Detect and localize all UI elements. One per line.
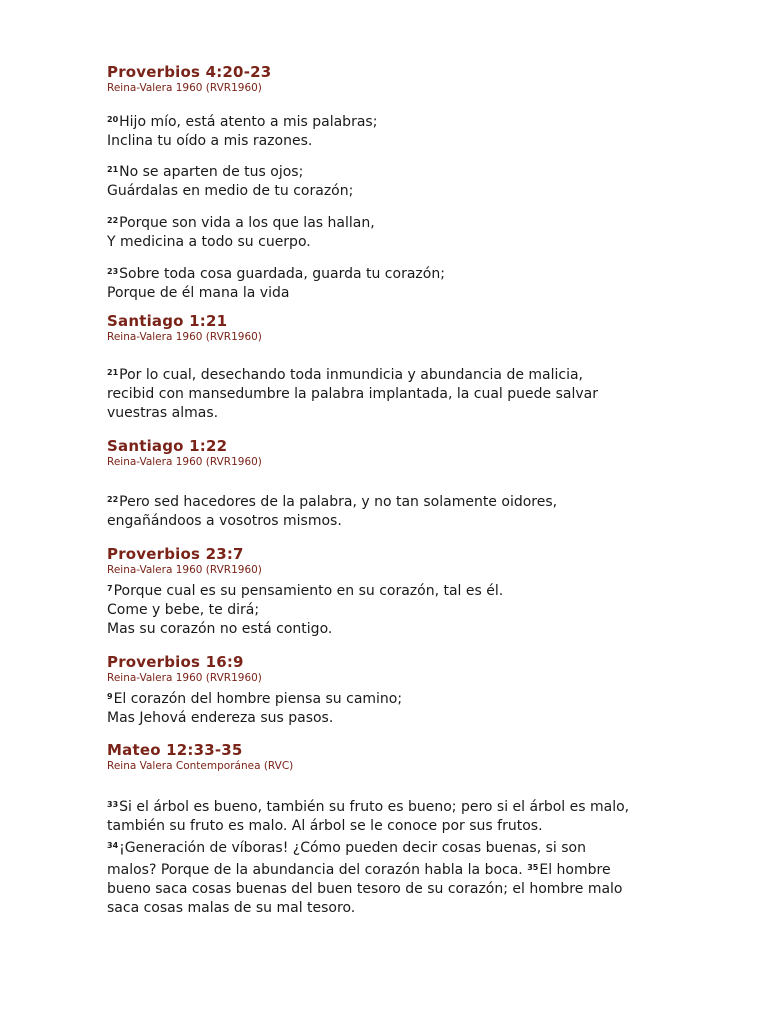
passage-reference: Proverbios 23:7: [107, 545, 244, 563]
verse-line: Inclina tu oído a mis razones.: [107, 133, 313, 149]
passage-proverbios-16-9: [107, 654, 667, 685]
verse-line: No se aparten de tus ojos;: [119, 164, 304, 180]
verse-number: 21: [107, 165, 119, 174]
verse-number: 23: [107, 267, 119, 276]
passage-version: Reina-Valera 1960 (RVR1960): [107, 82, 262, 94]
passage-reference: Proverbios 4:20-23: [107, 63, 272, 81]
verse-line: Y medicina a todo su cuerpo.: [107, 234, 311, 250]
verse-line: Come y bebe, te dirá;: [107, 602, 260, 618]
verse-line: Hijo mío, está atento a mis palabras;: [119, 114, 378, 130]
verse-santiago-22: [107, 490, 667, 531]
passage-reference: Proverbios 16:9: [107, 653, 244, 671]
verse-20: [107, 110, 667, 151]
verse-mateo-12-33-35: [107, 795, 635, 918]
verse-line: engañándoos a vosotros mismos.: [107, 513, 342, 529]
passage-version: Reina-Valera 1960 (RVR1960): [107, 564, 262, 576]
passage-reference: Santiago 1:21: [107, 312, 228, 330]
passage-mateo-12-33-35: [107, 742, 667, 773]
passage-proverbios-23-7: [107, 546, 667, 577]
verse-line: recibid con mansedumbre la palabra implantada, la cual puede salvar: [107, 386, 598, 402]
passage-version: Reina Valera Contemporánea (RVC): [107, 760, 294, 772]
verse-22: [107, 211, 667, 252]
verse-number: 22: [107, 495, 119, 504]
verse-23: [107, 262, 667, 303]
verse-text: El hombre bueno saca cosas buenas del buen tesoro de su corazón; el hombre malo saca cosas malas de su mal tesoro.: [107, 862, 623, 916]
verse-number: 33: [107, 800, 119, 809]
passage-reference: Mateo 12:33-35: [107, 741, 243, 759]
verse-number: 22: [107, 216, 119, 225]
verse-line: Mas Jehová endereza sus pasos.: [107, 710, 334, 726]
verse-santiago-21: [107, 363, 667, 423]
verse-line: Sobre toda cosa guardada, guarda tu corazón;: [119, 266, 445, 282]
passage-version: Reina-Valera 1960 (RVR1960): [107, 331, 262, 343]
verse-proverbios-16-9: [107, 687, 667, 728]
verse-line: vuestras almas.: [107, 405, 219, 421]
passage-santiago-1-22: [107, 438, 667, 469]
verse-line: Mas su corazón no está contigo.: [107, 621, 333, 637]
verse-text: Si el árbol es bueno, también su fruto es bueno; pero si el árbol es malo, también su fruto es malo. Al árbol se le conoce por sus frutos.: [107, 799, 630, 834]
passage-version: Reina-Valera 1960 (RVR1960): [107, 672, 262, 684]
verse-number: 7: [107, 584, 113, 593]
passage-proverbios-4-20-23: [107, 64, 667, 95]
verse-21: [107, 160, 667, 201]
verse-line: Porque cual es su pensamiento en su corazón, tal es él.: [113, 583, 504, 599]
verse-line: Por lo cual, desechando toda inmundicia y abundancia de malicia,: [119, 367, 584, 383]
verse-line: Porque de él mana la vida: [107, 285, 290, 301]
verse-proverbios-23-7: [107, 579, 667, 639]
verse-number: 21: [107, 368, 119, 377]
verse-line: Porque son vida a los que las hallan,: [119, 215, 375, 231]
passage-version: Reina-Valera 1960 (RVR1960): [107, 456, 262, 468]
verse-text: ¡Generación de víboras! ¿Cómo pueden decir cosas buenas, si son malos? Porque de la abundancia del corazón habla la boca.: [107, 840, 586, 878]
verse-number: 20: [107, 115, 119, 124]
verse-line: Pero sed hacedores de la palabra, y no tan solamente oidores,: [119, 494, 558, 510]
verse-line: El corazón del hombre piensa su camino;: [113, 691, 403, 707]
passage-santiago-1-21: [107, 313, 667, 344]
verse-number: 35: [527, 863, 539, 872]
verse-number: 9: [107, 692, 113, 701]
verse-number: 34: [107, 841, 119, 850]
verse-line: Guárdalas en medio de tu corazón;: [107, 183, 354, 199]
passage-reference: Santiago 1:22: [107, 437, 228, 455]
